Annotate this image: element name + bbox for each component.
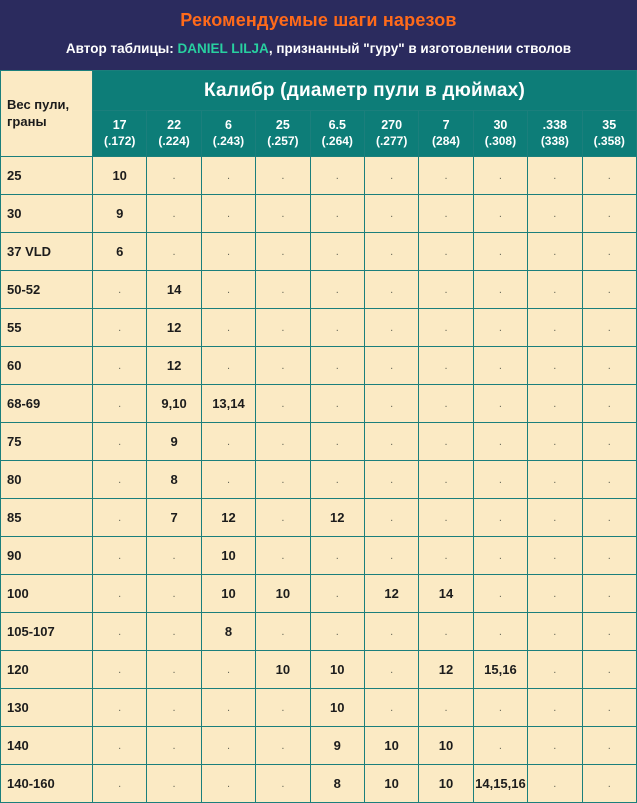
table-cell: 9 xyxy=(310,727,364,765)
column-header xyxy=(582,111,636,157)
table-cell: . xyxy=(256,157,310,195)
column-header-diameter: (.277) xyxy=(375,133,408,148)
table-cell: . xyxy=(582,423,636,461)
table-cell: . xyxy=(528,385,582,423)
table-cell: . xyxy=(147,613,201,651)
table-cell: . xyxy=(310,347,364,385)
row-label: 60 xyxy=(1,347,93,385)
column-header-name: 270 xyxy=(381,118,403,133)
column-header-diameter: (338) xyxy=(540,133,569,148)
table-cell: . xyxy=(473,347,527,385)
table-cell: . xyxy=(201,157,255,195)
table-cell: . xyxy=(582,613,636,651)
column-header-name: 22 xyxy=(167,118,182,133)
table-cell: 14,15,16 xyxy=(473,765,527,803)
table-row xyxy=(1,347,637,385)
table-cell: . xyxy=(256,537,310,575)
table-row xyxy=(1,157,637,195)
table-cell: . xyxy=(582,385,636,423)
table-cell: 10 xyxy=(310,689,364,727)
table-cell: . xyxy=(528,727,582,765)
table-wrapper xyxy=(0,70,637,803)
column-header-diameter: (.224) xyxy=(158,133,190,148)
table-cell: 9 xyxy=(147,423,201,461)
table-cell: . xyxy=(93,461,147,499)
table-cell: 9 xyxy=(93,195,147,233)
table-cell: . xyxy=(147,233,201,271)
table-cell: . xyxy=(310,613,364,651)
row-label: 100 xyxy=(1,575,93,613)
table-cell: . xyxy=(310,195,364,233)
table-cell: 8 xyxy=(310,765,364,803)
table-row xyxy=(1,423,637,461)
table-cell: 10 xyxy=(419,765,473,803)
table-cell: . xyxy=(582,347,636,385)
table-cell: . xyxy=(582,765,636,803)
table-cell: 10 xyxy=(201,537,255,575)
column-header xyxy=(93,111,147,157)
column-header-diameter: (.172) xyxy=(104,133,136,148)
table-cell: . xyxy=(256,233,310,271)
table-cell: . xyxy=(528,689,582,727)
table-cell: 12 xyxy=(147,309,201,347)
corner-cell xyxy=(1,71,93,157)
table-cell: . xyxy=(419,499,473,537)
table-cell: . xyxy=(419,613,473,651)
table-cell: . xyxy=(256,613,310,651)
table-cell: . xyxy=(93,689,147,727)
table-cell: 12 xyxy=(147,347,201,385)
table-cell: . xyxy=(147,727,201,765)
table-cell: . xyxy=(528,271,582,309)
table-cell: . xyxy=(93,537,147,575)
table-cell: . xyxy=(528,651,582,689)
subtitle-prefix: Автор таблицы: xyxy=(65,41,178,56)
table-cell: . xyxy=(364,423,418,461)
table-cell: . xyxy=(528,461,582,499)
row-label: 85 xyxy=(1,499,93,537)
table-row xyxy=(1,575,637,613)
row-header-label: Вес пули, граны xyxy=(7,97,70,129)
column-header-diameter: (.257) xyxy=(267,133,299,148)
table-head-row-caliber xyxy=(1,71,637,111)
table-cell: . xyxy=(473,233,527,271)
table-cell: . xyxy=(310,271,364,309)
column-header xyxy=(310,111,364,157)
table-cell: . xyxy=(310,233,364,271)
table-cell: . xyxy=(364,499,418,537)
table-cell: . xyxy=(364,385,418,423)
table-cell: . xyxy=(582,309,636,347)
table-cell: . xyxy=(364,195,418,233)
table-cell: . xyxy=(473,575,527,613)
table-cell: . xyxy=(473,309,527,347)
row-label: 55 xyxy=(1,309,93,347)
table-cell: . xyxy=(528,233,582,271)
table-row xyxy=(1,499,637,537)
column-header xyxy=(419,111,473,157)
table-cell: . xyxy=(201,461,255,499)
table-cell: 9,10 xyxy=(147,385,201,423)
table-cell: . xyxy=(201,651,255,689)
table-cell: . xyxy=(582,575,636,613)
table-cell: . xyxy=(201,689,255,727)
table-cell: . xyxy=(256,689,310,727)
table-cell: . xyxy=(256,385,310,423)
table-cell: . xyxy=(93,271,147,309)
table-cell: . xyxy=(419,195,473,233)
table-cell: . xyxy=(582,157,636,195)
table-row xyxy=(1,651,637,689)
table-cell: . xyxy=(473,537,527,575)
table-row xyxy=(1,613,637,651)
column-header-name: 7 xyxy=(442,118,450,133)
column-header-name: 6.5 xyxy=(328,118,346,133)
table-cell: . xyxy=(256,499,310,537)
table-cell: 10 xyxy=(310,651,364,689)
row-label: 68-69 xyxy=(1,385,93,423)
table-cell: . xyxy=(528,613,582,651)
table-cell: 13,14 xyxy=(201,385,255,423)
table-cell: 10 xyxy=(256,651,310,689)
table-row xyxy=(1,461,637,499)
table-cell: . xyxy=(419,461,473,499)
table-cell: . xyxy=(528,195,582,233)
table-cell: . xyxy=(201,309,255,347)
table-body xyxy=(1,157,637,803)
table-cell: . xyxy=(419,309,473,347)
table-cell: . xyxy=(201,727,255,765)
table-cell: . xyxy=(201,195,255,233)
table-cell: . xyxy=(310,575,364,613)
row-label: 25 xyxy=(1,157,93,195)
table-cell: . xyxy=(93,575,147,613)
table-cell: . xyxy=(310,537,364,575)
table-cell: 12 xyxy=(201,499,255,537)
column-header-name: 35 xyxy=(602,118,617,133)
table-cell: . xyxy=(419,385,473,423)
table-cell: . xyxy=(582,727,636,765)
column-header xyxy=(473,111,527,157)
table-cell: 15,16 xyxy=(473,651,527,689)
table-cell: 10 xyxy=(364,765,418,803)
column-header xyxy=(201,111,255,157)
row-label: 75 xyxy=(1,423,93,461)
table-cell: . xyxy=(419,423,473,461)
table-cell: 14 xyxy=(419,575,473,613)
table-cell: . xyxy=(528,309,582,347)
table-cell: . xyxy=(364,613,418,651)
table-cell: . xyxy=(147,651,201,689)
author-name: DANIEL LILJA xyxy=(177,41,269,56)
column-header-diameter: (.358) xyxy=(593,133,625,148)
table-row xyxy=(1,537,637,575)
table-cell: . xyxy=(528,575,582,613)
table-cell: . xyxy=(201,271,255,309)
table-cell: . xyxy=(93,765,147,803)
table-cell: . xyxy=(256,271,310,309)
table-cell: . xyxy=(528,423,582,461)
column-header xyxy=(256,111,310,157)
page-header xyxy=(0,0,637,70)
table-cell: . xyxy=(364,157,418,195)
table-cell: 8 xyxy=(201,613,255,651)
column-header-name: .338 xyxy=(542,118,567,133)
table-row xyxy=(1,727,637,765)
table-row xyxy=(1,309,637,347)
table-cell: . xyxy=(528,499,582,537)
table-cell: . xyxy=(419,233,473,271)
table-cell: . xyxy=(419,157,473,195)
table-row xyxy=(1,271,637,309)
table-cell: . xyxy=(256,727,310,765)
table-cell: . xyxy=(528,765,582,803)
column-header xyxy=(528,111,582,157)
table-cell: . xyxy=(473,499,527,537)
table-cell: . xyxy=(419,689,473,727)
twist-rate-table xyxy=(0,70,637,803)
table-cell: . xyxy=(582,195,636,233)
table-cell: 10 xyxy=(256,575,310,613)
column-header-diameter: (.264) xyxy=(321,133,353,148)
table-cell: . xyxy=(364,233,418,271)
row-label: 30 xyxy=(1,195,93,233)
table-cell: . xyxy=(473,423,527,461)
table-cell: . xyxy=(473,385,527,423)
column-header-diameter: (284) xyxy=(432,133,461,148)
table-cell: . xyxy=(147,689,201,727)
table-cell: . xyxy=(93,309,147,347)
table-cell: . xyxy=(310,157,364,195)
row-label: 80 xyxy=(1,461,93,499)
table-cell: . xyxy=(364,271,418,309)
table-cell: . xyxy=(364,651,418,689)
table-cell: . xyxy=(364,461,418,499)
column-header-name: 17 xyxy=(112,118,127,133)
row-label: 37 VLD xyxy=(1,233,93,271)
table-cell: . xyxy=(256,309,310,347)
column-header-diameter: (.308) xyxy=(484,133,517,148)
table-cell: . xyxy=(364,689,418,727)
table-cell: . xyxy=(582,499,636,537)
row-label: 105-107 xyxy=(1,613,93,651)
row-label: 120 xyxy=(1,651,93,689)
row-label: 90 xyxy=(1,537,93,575)
table-cell: . xyxy=(582,651,636,689)
table-cell: . xyxy=(528,157,582,195)
table-cell: . xyxy=(147,537,201,575)
table-head xyxy=(1,71,637,157)
table-cell: . xyxy=(582,271,636,309)
table-cell: . xyxy=(93,423,147,461)
table-cell: . xyxy=(582,537,636,575)
table-cell: 7 xyxy=(147,499,201,537)
table-cell: 10 xyxy=(419,727,473,765)
table-cell: . xyxy=(201,347,255,385)
table-cell: . xyxy=(310,309,364,347)
table-cell: . xyxy=(419,537,473,575)
table-cell: . xyxy=(201,423,255,461)
table-cell: 12 xyxy=(310,499,364,537)
caliber-header: Калибр (диаметр пули в дюймах) xyxy=(93,71,637,111)
column-header-diameter: (.243) xyxy=(212,133,245,148)
table-cell: . xyxy=(201,765,255,803)
table-cell: . xyxy=(419,271,473,309)
table-cell: 10 xyxy=(93,157,147,195)
table-cell: . xyxy=(93,651,147,689)
table-cell: . xyxy=(256,765,310,803)
table-cell: . xyxy=(473,461,527,499)
table-cell: . xyxy=(310,461,364,499)
table-cell: . xyxy=(201,233,255,271)
row-label: 140-160 xyxy=(1,765,93,803)
table-cell: . xyxy=(310,385,364,423)
column-header xyxy=(147,111,201,157)
table-cell: 12 xyxy=(419,651,473,689)
table-cell: 14 xyxy=(147,271,201,309)
table-cell: . xyxy=(582,461,636,499)
table-row xyxy=(1,233,637,271)
table-row xyxy=(1,689,637,727)
column-header-name: 25 xyxy=(275,118,290,133)
table-cell: . xyxy=(582,233,636,271)
column-header-name: 6 xyxy=(225,118,232,133)
table-cell: . xyxy=(93,385,147,423)
row-label: 50-52 xyxy=(1,271,93,309)
table-cell: . xyxy=(256,461,310,499)
table-cell: . xyxy=(93,347,147,385)
table-cell: 10 xyxy=(364,727,418,765)
table-cell: . xyxy=(256,347,310,385)
table-cell: 10 xyxy=(201,575,255,613)
table-cell: . xyxy=(364,309,418,347)
table-row xyxy=(1,195,637,233)
table-row xyxy=(1,385,637,423)
table-cell: . xyxy=(147,195,201,233)
table-cell: 6 xyxy=(93,233,147,271)
table-cell: . xyxy=(93,499,147,537)
table-cell: . xyxy=(473,271,527,309)
table-cell: . xyxy=(310,423,364,461)
table-cell: . xyxy=(364,347,418,385)
table-cell: . xyxy=(147,575,201,613)
column-header xyxy=(364,111,418,157)
table-cell: . xyxy=(473,727,527,765)
table-cell: 8 xyxy=(147,461,201,499)
table-cell: . xyxy=(528,537,582,575)
table-cell: . xyxy=(419,347,473,385)
table-cell: . xyxy=(528,347,582,385)
column-header-name: 30 xyxy=(493,118,508,133)
table-cell: . xyxy=(256,423,310,461)
table-cell: . xyxy=(473,195,527,233)
table-row xyxy=(1,765,637,803)
table-cell: . xyxy=(147,157,201,195)
table-cell: . xyxy=(473,613,527,651)
table-cell: . xyxy=(256,195,310,233)
table-cell: . xyxy=(93,727,147,765)
row-label: 140 xyxy=(1,727,93,765)
table-cell: . xyxy=(93,613,147,651)
page-subtitle xyxy=(0,41,637,56)
table-cell: . xyxy=(147,765,201,803)
page-title: Рекомендуемые шаги нарезов xyxy=(180,10,457,30)
table-cell: . xyxy=(582,689,636,727)
row-label: 130 xyxy=(1,689,93,727)
table-cell: . xyxy=(364,537,418,575)
table-cell: . xyxy=(473,689,527,727)
subtitle-suffix: , признанный "гуру" в изготовлении стволов xyxy=(268,41,572,56)
table-head-row-columns xyxy=(1,111,637,157)
table-cell: . xyxy=(473,157,527,195)
table-cell: 12 xyxy=(364,575,418,613)
